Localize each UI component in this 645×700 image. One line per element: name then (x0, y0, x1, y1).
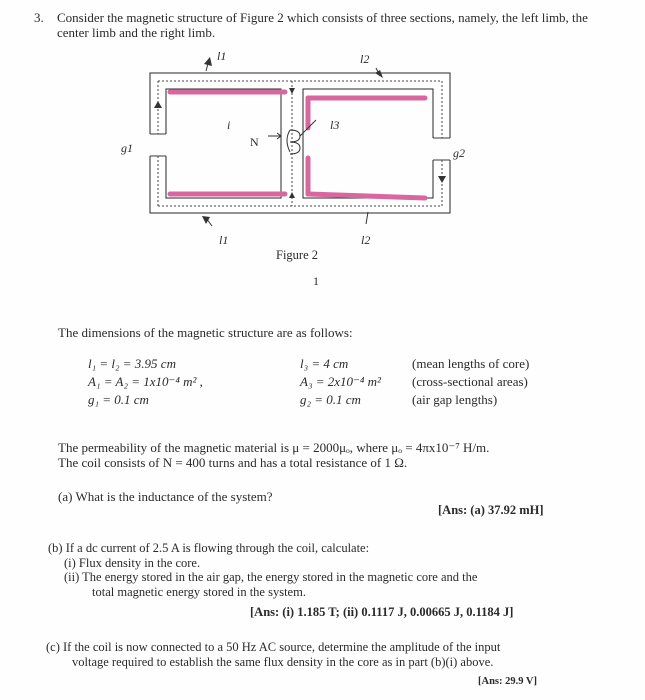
figure-caption: Figure 2 (276, 248, 319, 262)
core-right-window (303, 89, 433, 198)
part-b-text: (b) If a dc current of 2.5 A is flowing through the coil, calculate: (48, 541, 370, 555)
coil-line: The coil consists of N = 400 turns and has a total resistance of 1 Ω. (58, 455, 408, 470)
dimensions-note: (cross-sectional areas) (412, 374, 528, 389)
core-highlight (170, 92, 425, 198)
label-g1: g1 (121, 141, 133, 155)
dimensions-row (88, 373, 529, 391)
page-number: 1 (313, 274, 319, 288)
flux-arrows (154, 88, 446, 198)
part-b-item: (i) Flux density in the core. (64, 555, 201, 570)
question-number: 3. (34, 10, 44, 25)
part-b-item-continued: total magnetic energy stored in the system. (92, 584, 306, 599)
label-l2-bottom: l2 (361, 233, 371, 247)
part-a-answer: [Ans: (a) 37.92 mH] (438, 503, 544, 517)
dimensions-area-center: A₃ = 2x10⁻⁴ m² (300, 374, 381, 389)
label-l1-bottom: l1 (219, 233, 229, 247)
core-left-window (166, 89, 281, 198)
part-b-item: (ii) The energy stored in the air gap, the energy stored in the magnetic core and the (64, 570, 478, 584)
label-l1-top: l1 (217, 49, 227, 63)
dimensions-row (88, 355, 529, 373)
dimensions-note: (mean lengths of core) (412, 356, 530, 371)
magnetic-structure-figure (121, 46, 470, 268)
dimensions-table (88, 355, 529, 409)
part-b-question (48, 541, 618, 599)
part-c-answer: [Ans: 29.9 V] (478, 676, 538, 687)
permeability-line: The permeability of the magnetic material is μ = 2000μₒ, where μₒ = 4πx10⁻⁷ H/m. (58, 440, 490, 455)
label-turns-N: N (250, 135, 259, 149)
part-c-question (46, 640, 616, 670)
part-c-line: voltage required to establish the same flux density in the core as in part (b)(i) above. (72, 655, 494, 669)
part-c-line: (c) If the coil is now connected to a 50 Hz AC source, determine the amplitude of the input (46, 640, 501, 654)
part-b-answer: [Ans: (i) 1.185 T; (ii) 0.1117 J, 0.00665 J, 0.1184 J] (250, 605, 514, 619)
dimensions-area: A₁ = A₂ = 1x10⁻⁴ m² , (88, 374, 203, 389)
dimensions-note: (air gap lengths) (412, 392, 498, 407)
dimensions-gap1: g₁ = 0.1 cm (88, 392, 149, 407)
label-l3: l3 (330, 118, 340, 132)
question-text: Consider the magnetic structure of Figure 2 which consists of three sections, namely, the left limb, the center limb and the right limb. (57, 10, 588, 40)
dimensions-title: The dimensions of the magnetic structure are as follows: (58, 325, 353, 340)
label-current-i: i (227, 118, 231, 132)
figure-diagram (140, 46, 470, 268)
label-g2: g2 (453, 146, 465, 160)
label-l2-top: l2 (360, 52, 370, 66)
permeability-text (58, 440, 618, 470)
gap-g2 (432, 138, 452, 160)
dimensions-length: l₁ = l₂ = 3.95 cm (88, 356, 176, 371)
dimensions-length-center: l₃ = 4 cm (300, 356, 349, 371)
gap-g1 (148, 134, 168, 156)
part-a-question: (a) What is the inductance of the system? (58, 489, 273, 504)
dimensions-gap2: g₂ = 0.1 cm (300, 392, 361, 407)
dimensions-row (88, 391, 529, 409)
